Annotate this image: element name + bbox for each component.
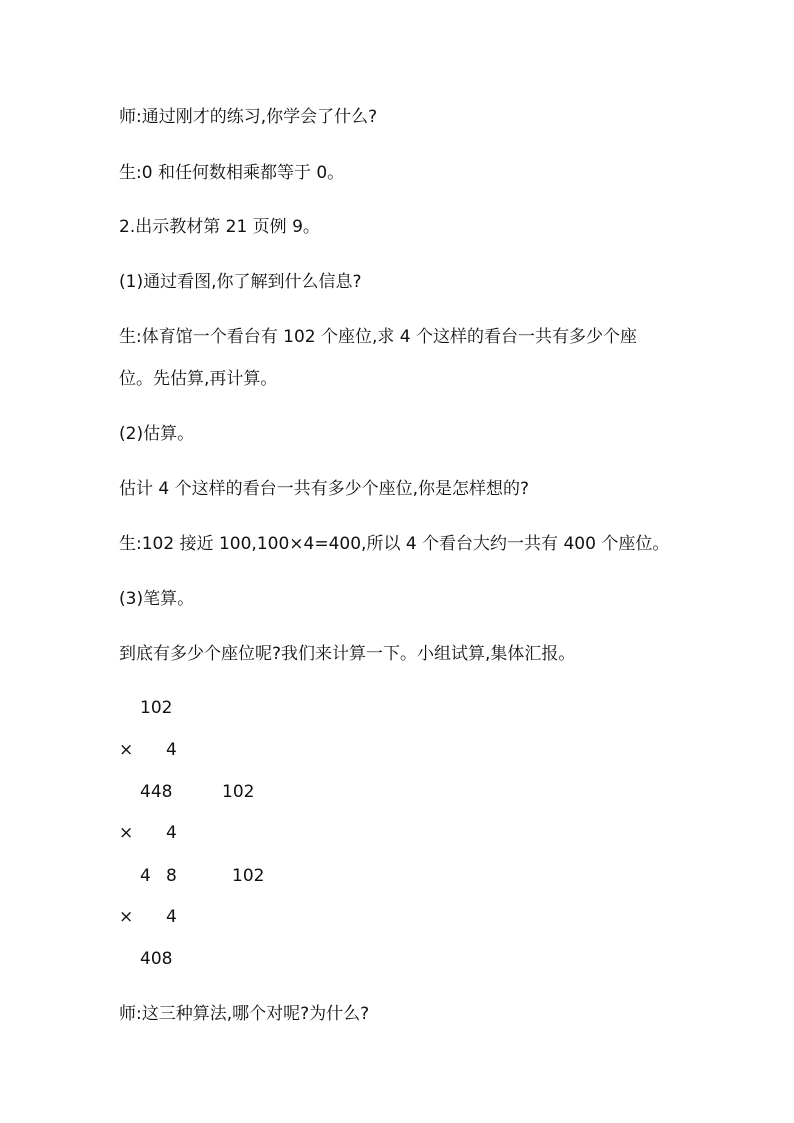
- calc-c-top: 102: [232, 866, 265, 886]
- calc-c-operator: ×: [119, 907, 134, 927]
- text-line-5a: 生:体育馆一个看台有 102 个座位,求 4 个这样的看台一共有多少个座: [119, 327, 638, 347]
- text-line-8: 生:102 接近 100,100×4=400,所以 4 个看台大约一共有 400 个座位。: [119, 534, 670, 554]
- calc-b-result-digit-1: 4: [140, 866, 151, 886]
- text-line-10: 到底有多少个座位呢?我们来计算一下。小组试算,集体汇报。: [119, 644, 576, 664]
- text-line-1: 师:通过刚才的练习,你学会了什么?: [119, 107, 378, 127]
- calc-c-multiplier: 4: [166, 907, 177, 927]
- calc-b-result-digit-2: 8: [166, 866, 177, 886]
- text-line-5b: 位。先估算,再计算。: [119, 369, 278, 389]
- calc-b-top: 102: [222, 782, 255, 802]
- calc-a-result: 448: [140, 782, 173, 802]
- text-line-2: 生:0 和任何数相乘都等于 0。: [119, 163, 345, 183]
- calc-b-multiplier: 4: [166, 823, 177, 843]
- text-line-3: 2.出示教材第 21 页例 9。: [119, 217, 320, 237]
- text-line-11: 师:这三种算法,哪个对呢?为什么?: [119, 1004, 370, 1024]
- calc-a-top: 102: [140, 698, 173, 718]
- calc-a-multiplier: 4: [166, 740, 177, 760]
- text-line-6: (2)估算。: [119, 424, 195, 444]
- calc-a-operator: ×: [119, 740, 134, 760]
- text-line-7: 估计 4 个这样的看台一共有多少个座位,你是怎样想的?: [119, 479, 530, 499]
- calc-b-operator: ×: [119, 823, 134, 843]
- text-line-4: (1)通过看图,你了解到什么信息?: [119, 272, 362, 292]
- calc-c-result: 408: [140, 949, 173, 969]
- text-line-9: (3)笔算。: [119, 589, 195, 609]
